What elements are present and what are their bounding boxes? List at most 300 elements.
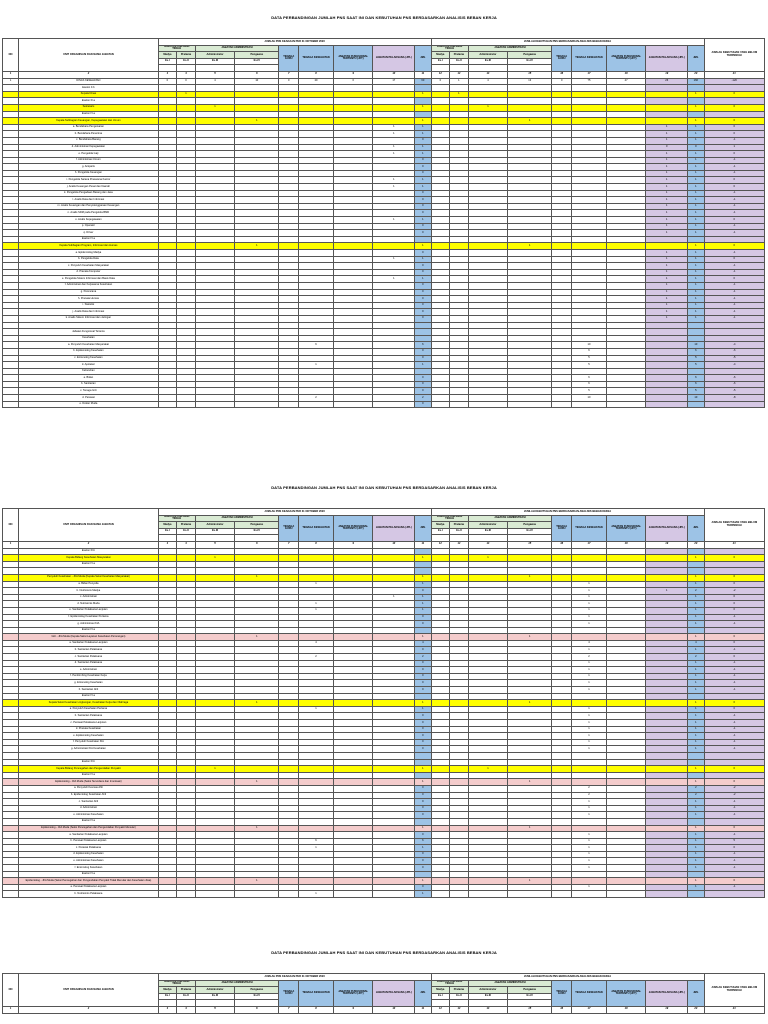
row-value bbox=[508, 302, 552, 309]
row-value bbox=[552, 634, 572, 641]
row-value bbox=[373, 720, 415, 727]
row-value bbox=[195, 348, 234, 355]
row-value bbox=[333, 713, 372, 720]
row-value bbox=[431, 289, 450, 296]
row-value bbox=[235, 871, 279, 878]
row-value: 0 bbox=[415, 687, 431, 694]
row-value bbox=[373, 634, 415, 641]
row-value bbox=[450, 375, 469, 382]
row-value bbox=[415, 85, 431, 92]
row-value bbox=[646, 401, 688, 408]
row-value bbox=[158, 845, 177, 852]
row-no bbox=[3, 818, 19, 825]
header-guru: TENAGA GURU bbox=[279, 515, 299, 541]
table-row bbox=[3, 203, 765, 210]
row-value: 13 bbox=[508, 78, 552, 85]
row-value bbox=[468, 157, 507, 164]
row-value bbox=[158, 355, 177, 362]
row-value bbox=[508, 144, 552, 151]
row-name: d. Epidemiolog Kesehatan bbox=[19, 851, 158, 858]
row-no bbox=[3, 739, 19, 746]
row-value bbox=[450, 654, 469, 661]
row-value bbox=[552, 375, 572, 382]
row-value bbox=[572, 752, 607, 759]
row-value: 1 bbox=[646, 282, 688, 289]
row-value: 0 bbox=[415, 282, 431, 289]
row-value bbox=[552, 111, 572, 118]
column-number: 13 bbox=[450, 71, 469, 78]
row-value bbox=[431, 891, 450, 898]
header-jpl: JABATAN PELAKSANA (JPL) bbox=[646, 980, 688, 1006]
column-number: 8 bbox=[299, 541, 334, 548]
row-value bbox=[606, 726, 645, 733]
row-value bbox=[552, 335, 572, 342]
row-value bbox=[299, 335, 334, 342]
row-value bbox=[158, 137, 177, 144]
row-value bbox=[235, 667, 279, 674]
row-name: Eselon IV.a bbox=[19, 772, 158, 779]
row-value: 1 bbox=[688, 137, 704, 144]
row-value bbox=[158, 335, 177, 342]
row-value bbox=[333, 871, 372, 878]
row-value bbox=[606, 891, 645, 898]
row-value: 0 bbox=[415, 170, 431, 177]
row-value bbox=[235, 276, 279, 283]
row-value bbox=[606, 329, 645, 336]
row-name: a. Sanitarian Pelaksana Lanjutan bbox=[19, 832, 158, 839]
row-value bbox=[235, 177, 279, 184]
row-no bbox=[3, 687, 19, 694]
row-name: a. Sanitarian Pelaksana Lanjutan bbox=[19, 640, 158, 647]
row-value bbox=[299, 164, 334, 171]
row-value bbox=[235, 792, 279, 799]
row-name: c. Entomolog Kesehatan bbox=[19, 355, 158, 362]
row-value bbox=[333, 296, 372, 303]
row-name: b. Epidemiolog Kesehatan bbox=[19, 348, 158, 355]
row-value: 166 bbox=[688, 78, 704, 85]
row-value bbox=[158, 296, 177, 303]
row-value bbox=[158, 726, 177, 733]
header-kesehatan: TENAGA KESEHATAN bbox=[299, 515, 334, 541]
row-name: b. Sanitarian Pelaksana bbox=[19, 713, 158, 720]
header-esel-pratama: Es.II bbox=[177, 58, 196, 65]
row-value bbox=[177, 395, 196, 402]
row-value bbox=[468, 759, 507, 766]
row-value bbox=[177, 588, 196, 595]
row-value: -5 bbox=[704, 388, 765, 395]
row-no bbox=[3, 660, 19, 667]
row-value bbox=[195, 865, 234, 872]
row-value bbox=[415, 335, 431, 342]
row-no bbox=[3, 614, 19, 621]
row-value bbox=[450, 355, 469, 362]
row-value bbox=[177, 720, 196, 727]
row-value bbox=[646, 706, 688, 713]
row-value bbox=[373, 282, 415, 289]
row-value bbox=[508, 368, 552, 375]
row-value bbox=[646, 878, 688, 885]
row-no bbox=[3, 805, 19, 812]
row-value: -1 bbox=[704, 289, 765, 296]
row-value bbox=[468, 588, 507, 595]
row-no bbox=[3, 634, 19, 641]
row-value bbox=[431, 263, 450, 270]
row-value bbox=[606, 85, 645, 92]
row-value: 0 bbox=[704, 607, 765, 614]
row-value bbox=[279, 805, 299, 812]
row-value bbox=[373, 348, 415, 355]
row-value bbox=[373, 322, 415, 329]
row-value: -1 bbox=[704, 812, 765, 819]
row-value bbox=[333, 634, 372, 641]
row-value bbox=[177, 250, 196, 257]
row-value bbox=[468, 601, 507, 608]
row-no bbox=[3, 785, 19, 792]
row-value: 1 bbox=[572, 733, 607, 740]
row-value bbox=[177, 388, 196, 395]
row-value bbox=[468, 223, 507, 230]
row-value bbox=[572, 315, 607, 322]
header-esel-pengawas: Es.IV bbox=[508, 58, 552, 65]
header-administrator: Administrator bbox=[468, 987, 507, 994]
header-esel-admin: Es.III bbox=[195, 993, 234, 1000]
row-value bbox=[552, 647, 572, 654]
row-name: Gizi - JFA Muda (Kepala Seksi Layanan Kesehatan Perorangan) bbox=[19, 634, 158, 641]
row-value bbox=[431, 157, 450, 164]
row-value bbox=[572, 335, 607, 342]
row-value: 2 bbox=[572, 785, 607, 792]
row-value bbox=[431, 548, 450, 555]
row-value bbox=[431, 621, 450, 628]
row-value bbox=[177, 335, 196, 342]
row-value bbox=[431, 713, 450, 720]
row-value bbox=[235, 223, 279, 230]
row-value bbox=[235, 720, 279, 727]
row-value bbox=[508, 647, 552, 654]
row-value bbox=[552, 588, 572, 595]
row-value bbox=[279, 368, 299, 375]
row-value bbox=[373, 335, 415, 342]
row-value bbox=[606, 640, 645, 647]
row-value: 1 bbox=[373, 256, 415, 263]
row-value bbox=[195, 85, 234, 92]
row-value bbox=[195, 164, 234, 171]
header-spacer bbox=[235, 535, 279, 542]
row-value bbox=[646, 647, 688, 654]
row-value bbox=[646, 759, 688, 766]
row-value bbox=[606, 654, 645, 661]
row-value: 1 bbox=[688, 164, 704, 171]
row-value bbox=[279, 395, 299, 402]
row-value: 5 bbox=[572, 355, 607, 362]
sheet-title: DATA PERBANDINGAN JUMLAH PNS SAAT INI DAN KEBUTUHAN PNS BERDASARKAN ANALISIS BEBAN KERJA bbox=[271, 485, 497, 490]
table-row bbox=[3, 381, 765, 388]
row-value bbox=[299, 289, 334, 296]
table-row bbox=[3, 243, 765, 250]
row-value bbox=[552, 838, 572, 845]
row-value: 0 bbox=[415, 647, 431, 654]
row-value: 0 bbox=[704, 825, 765, 832]
row-value: 1 bbox=[572, 680, 607, 687]
row-value: 0 bbox=[415, 263, 431, 270]
row-value: 1 bbox=[646, 203, 688, 210]
row-value bbox=[431, 667, 450, 674]
row-value bbox=[508, 759, 552, 766]
row-value bbox=[177, 256, 196, 263]
row-value bbox=[177, 177, 196, 184]
column-number: 1 bbox=[3, 541, 19, 548]
row-value: 1 bbox=[688, 118, 704, 125]
row-value bbox=[195, 812, 234, 819]
row-value bbox=[431, 700, 450, 707]
row-value bbox=[279, 561, 299, 568]
row-value bbox=[373, 772, 415, 779]
row-value bbox=[279, 164, 299, 171]
column-number: 16 bbox=[552, 71, 572, 78]
row-value bbox=[572, 700, 607, 707]
row-value: 1 bbox=[572, 851, 607, 858]
row-value bbox=[158, 236, 177, 243]
row-value bbox=[552, 348, 572, 355]
column-number: 20 bbox=[688, 541, 704, 548]
row-value bbox=[606, 362, 645, 369]
row-value: 1 bbox=[468, 555, 507, 562]
row-name: d. Pranata Kesehatan bbox=[19, 726, 158, 733]
row-value bbox=[235, 752, 279, 759]
row-value: -1 bbox=[704, 137, 765, 144]
header-jml: JML bbox=[688, 980, 704, 1006]
row-value bbox=[431, 799, 450, 806]
row-name: f. Epidemiolog Kesehatan Pertama bbox=[19, 614, 158, 621]
row-value bbox=[552, 733, 572, 740]
row-value: 1 bbox=[508, 878, 552, 885]
row-value bbox=[279, 342, 299, 349]
row-value bbox=[450, 693, 469, 700]
column-number: 8 bbox=[299, 1006, 334, 1013]
row-value bbox=[431, 845, 450, 852]
column-number: 12 bbox=[431, 1006, 450, 1013]
row-value: 1 bbox=[688, 177, 704, 184]
row-value bbox=[450, 594, 469, 601]
table-row bbox=[3, 256, 765, 263]
row-no bbox=[3, 157, 19, 164]
row-value bbox=[235, 785, 279, 792]
row-value bbox=[279, 878, 299, 885]
row-value bbox=[450, 131, 469, 138]
row-no bbox=[3, 713, 19, 720]
row-value bbox=[450, 137, 469, 144]
row-value bbox=[299, 236, 334, 243]
row-value bbox=[431, 362, 450, 369]
row-value bbox=[177, 230, 196, 237]
row-value bbox=[606, 375, 645, 382]
row-value bbox=[606, 693, 645, 700]
row-value bbox=[468, 362, 507, 369]
row-name: Kepala Dinas bbox=[19, 91, 158, 98]
row-value bbox=[646, 375, 688, 382]
row-value bbox=[606, 680, 645, 687]
header-jpt: JABATAN PIMPINAN TINGGI bbox=[158, 515, 195, 522]
row-value bbox=[468, 548, 507, 555]
row-value: 0 bbox=[415, 250, 431, 257]
row-name: a. Penyuluh Kesmas Ahli bbox=[19, 785, 158, 792]
row-value bbox=[235, 812, 279, 819]
row-value bbox=[158, 884, 177, 891]
row-value bbox=[450, 98, 469, 105]
row-value bbox=[450, 759, 469, 766]
row-value bbox=[450, 660, 469, 667]
header-pengawas: Pengawas bbox=[235, 52, 279, 59]
row-value bbox=[279, 322, 299, 329]
row-value bbox=[195, 733, 234, 740]
row-value bbox=[431, 772, 450, 779]
row-value: -1 bbox=[704, 799, 765, 806]
row-no bbox=[3, 375, 19, 382]
row-value bbox=[552, 693, 572, 700]
row-value bbox=[195, 759, 234, 766]
row-name: Eselon III.a bbox=[19, 98, 158, 105]
row-value: 1 bbox=[415, 891, 431, 898]
row-value bbox=[572, 309, 607, 316]
row-value bbox=[646, 395, 688, 402]
row-value bbox=[177, 805, 196, 812]
row-value bbox=[333, 375, 372, 382]
row-value bbox=[431, 680, 450, 687]
row-value bbox=[606, 151, 645, 158]
row-value bbox=[415, 98, 431, 105]
header-esel-pengawas: Es.IV bbox=[235, 993, 279, 1000]
row-value bbox=[373, 673, 415, 680]
row-value bbox=[235, 799, 279, 806]
row-value bbox=[450, 302, 469, 309]
row-value bbox=[235, 375, 279, 382]
row-name: a. Epidemiolog Madya bbox=[19, 250, 158, 257]
row-value: -1 bbox=[704, 805, 765, 812]
row-value: 1 bbox=[572, 812, 607, 819]
row-value bbox=[235, 256, 279, 263]
row-value bbox=[688, 335, 704, 342]
row-value: 1 bbox=[688, 733, 704, 740]
row-value bbox=[450, 799, 469, 806]
row-value bbox=[333, 124, 372, 131]
row-value: -1 bbox=[704, 667, 765, 674]
row-value bbox=[646, 601, 688, 608]
row-value bbox=[373, 368, 415, 375]
header-madya: Madya bbox=[431, 987, 450, 994]
column-number: 18 bbox=[606, 71, 645, 78]
row-value bbox=[468, 792, 507, 799]
row-value bbox=[508, 164, 552, 171]
row-no bbox=[3, 673, 19, 680]
header-esel-pengawas: Es.IV bbox=[235, 58, 279, 65]
table-row bbox=[3, 85, 765, 92]
row-value bbox=[373, 170, 415, 177]
row-value bbox=[373, 799, 415, 806]
row-value bbox=[468, 607, 507, 614]
row-value bbox=[235, 170, 279, 177]
header-esel-admin: Es.III bbox=[468, 993, 507, 1000]
row-value: 1 bbox=[235, 825, 279, 832]
row-value bbox=[279, 845, 299, 852]
row-value bbox=[552, 667, 572, 674]
row-value bbox=[704, 561, 765, 568]
row-value: 1 bbox=[508, 634, 552, 641]
row-value bbox=[299, 785, 334, 792]
row-value bbox=[606, 230, 645, 237]
row-name: Eselon II.b bbox=[19, 85, 158, 92]
row-value bbox=[235, 157, 279, 164]
row-value: 1 bbox=[572, 687, 607, 694]
table-row bbox=[3, 614, 765, 621]
row-value bbox=[158, 91, 177, 98]
row-value bbox=[508, 654, 552, 661]
row-value bbox=[235, 561, 279, 568]
row-value: 0 bbox=[415, 388, 431, 395]
row-value bbox=[431, 309, 450, 316]
row-value: 1 bbox=[646, 302, 688, 309]
row-value bbox=[468, 713, 507, 720]
row-value: 6 bbox=[572, 375, 607, 382]
row-value bbox=[373, 98, 415, 105]
row-value bbox=[158, 733, 177, 740]
row-value bbox=[552, 891, 572, 898]
row-value bbox=[299, 647, 334, 654]
row-value bbox=[299, 177, 334, 184]
row-value: 1 bbox=[688, 858, 704, 865]
row-value bbox=[606, 865, 645, 872]
row-value: 5 bbox=[688, 388, 704, 395]
row-value bbox=[177, 884, 196, 891]
row-value bbox=[195, 647, 234, 654]
row-value bbox=[468, 832, 507, 839]
table-row bbox=[3, 170, 765, 177]
row-value bbox=[299, 375, 334, 382]
table-row bbox=[3, 720, 765, 727]
row-value: 1 bbox=[468, 766, 507, 773]
row-value bbox=[177, 667, 196, 674]
row-value: 1 bbox=[299, 607, 334, 614]
row-value bbox=[235, 401, 279, 408]
row-value bbox=[431, 388, 450, 395]
row-value bbox=[373, 250, 415, 257]
row-value: 1 bbox=[688, 812, 704, 819]
row-value bbox=[195, 805, 234, 812]
row-value: 1 bbox=[415, 581, 431, 588]
row-name: Kepala Bidang Kesehatan Masyarakat bbox=[19, 555, 158, 562]
row-value: 0 bbox=[415, 812, 431, 819]
row-value bbox=[373, 111, 415, 118]
row-value bbox=[158, 548, 177, 555]
row-value bbox=[431, 812, 450, 819]
header-pratama: Pratama bbox=[450, 987, 469, 994]
row-value bbox=[279, 184, 299, 191]
row-value bbox=[508, 555, 552, 562]
column-number: 5 bbox=[195, 71, 234, 78]
row-value bbox=[279, 85, 299, 92]
row-value bbox=[450, 713, 469, 720]
row-name: g. Administrasi KIA bbox=[19, 621, 158, 628]
header-esel-madya: Es.I bbox=[431, 58, 450, 65]
row-value: 1 bbox=[508, 243, 552, 250]
row-value bbox=[279, 197, 299, 204]
row-value bbox=[431, 124, 450, 131]
row-value bbox=[279, 282, 299, 289]
row-value bbox=[279, 263, 299, 270]
row-value bbox=[279, 687, 299, 694]
row-name: f. Penyuluh Kesehatan KIA bbox=[19, 739, 158, 746]
row-value bbox=[177, 243, 196, 250]
row-value bbox=[333, 680, 372, 687]
